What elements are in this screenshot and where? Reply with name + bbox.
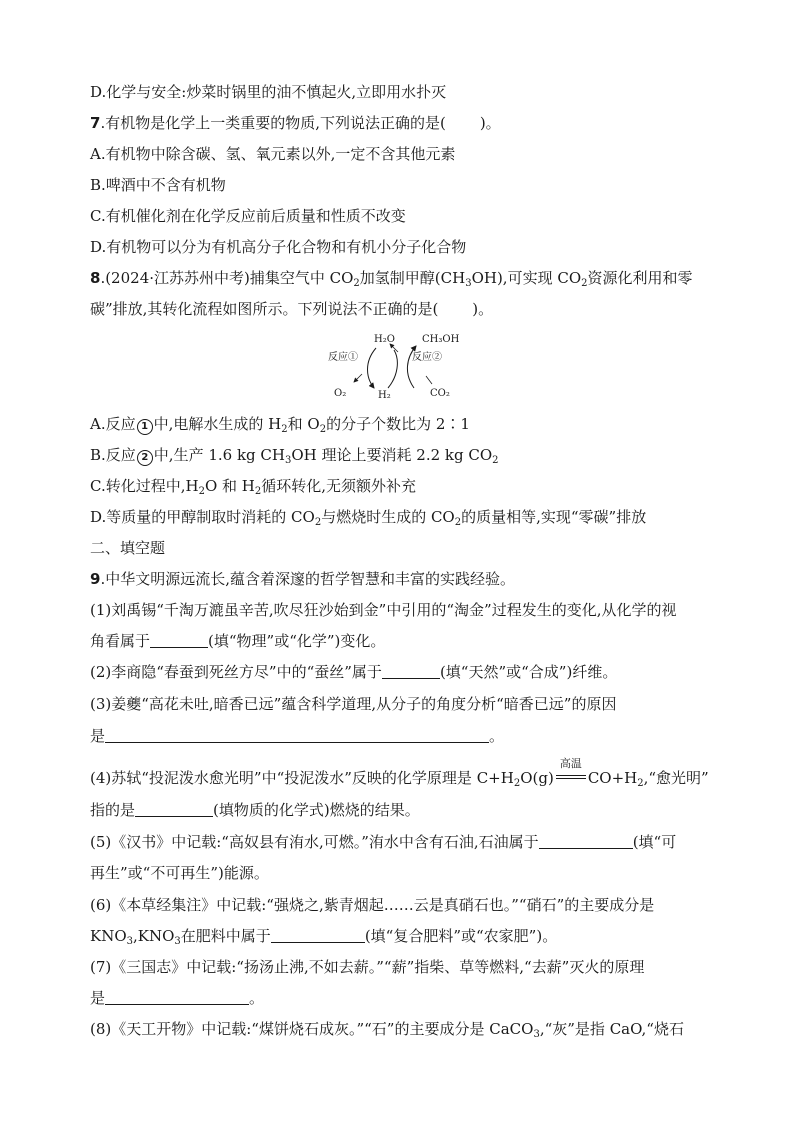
label-h2: H₂ <box>378 390 391 401</box>
q7-option-b: B.啤酒中不含有机物 <box>90 176 226 194</box>
q7-option-a: A.有机物中除含碳、氢、氧元素以外,一定不含其他元素 <box>90 145 456 163</box>
o2-branch-arrow <box>354 374 362 382</box>
q9-part8-line1: (8)《天工开物》中记载:“煤饼烧石成灰。”“石”的主要成分是 CaCO$_3$,“灰”是指 CaO,“烧石 <box>90 1020 684 1040</box>
label-o2: O₂ <box>334 388 347 399</box>
answer-blank-5[interactable] <box>539 834 633 849</box>
q8-stem-line2: 碳”排放,其转化流程如图所示。下列说法不正确的是( )。 <box>90 300 494 318</box>
q8-option-b: B.反应 2 中,生产 1.6 kg $CH_3OH$ 理论上要消耗 2.2 kg $CO_2$ <box>90 446 499 466</box>
q8-option-d: D.等质量的甲醇制取时消耗的 $CO_2$与燃烧时生成的 $CO_2$的质量相等,实现“零碳”排放 <box>90 508 647 528</box>
label-h2o: H₂O <box>374 334 395 345</box>
circled-one: 1 <box>137 419 153 435</box>
q9-part2: (2)李商隐“春蚕到死丝方尽”中的“蚕丝”属于 (填“天然”或“合成”)纤维。 <box>90 663 618 681</box>
q9-part7-line2: 是 。 <box>90 989 265 1007</box>
q7-option-c: C.有机催化剂在化学反应前后质量和性质不改变 <box>90 207 406 225</box>
label-ch3oh: CH₃OH <box>422 334 460 345</box>
q8-stem-line1: 8.(2024·江苏苏州中考)捕集空气中 $CO_2$加氢制甲醇$(CH_3OH)$,可实现 $CO_2$资源化利用和零 <box>90 269 693 289</box>
answer-blank-1[interactable] <box>150 633 208 648</box>
q8-option-a: A.反应 1 中,电解水生成的 $H_2$和 $O_2$的分子个数比为 2∶1 <box>90 415 470 435</box>
q9-part3-line2: 是 。 <box>90 727 505 745</box>
q9-part6-line2: $KNO_3,KNO_3$在肥料中属于 (填“复合肥料”或“农家肥”)。 <box>90 927 558 947</box>
reaction-condition: 高温 <box>554 768 588 788</box>
co2-branch-line <box>426 376 432 384</box>
conversion-flow-diagram <box>326 330 476 404</box>
q9-part5-line1: (5)《汉书》中记载:“高奴县有洧水,可燃。”洧水中含有石油,石油属于 (填“可 <box>90 833 677 851</box>
answer-blank-6[interactable] <box>271 928 365 943</box>
q6-option-d: D.化学与安全:炒菜时锅里的油不慎起火,立即用水扑灭 <box>90 83 447 101</box>
section-heading-fill-blanks: 二、填空题 <box>90 539 166 557</box>
q9-part1-line1: (1)刘禹锡“千淘万漉虽辛苦,吹尽狂沙始到金”中引用的“淘金”过程发生的变化,从化学的视 <box>90 601 677 619</box>
answer-blank-7[interactable] <box>105 990 249 1005</box>
answer-blank-4[interactable] <box>135 802 213 817</box>
answer-blank-2[interactable] <box>382 664 440 679</box>
q9-part4-line2: 指的是 (填物质的化学式)燃烧的结果。 <box>90 801 420 819</box>
q9-part7-line1: (7)《三国志》中记载:“扬汤止沸,不如去薪。”“薪”指柴、草等燃料,“去薪”灭火的原理 <box>90 958 645 976</box>
q9-part3-line1: (3)姜夔“高花未吐,暗香已远”蕴含科学道理,从分子的角度分析“暗香已远”的原因 <box>90 695 617 713</box>
q7-stem: 7.有机物是化学上一类重要的物质,下列说法正确的是( )。 <box>90 114 501 132</box>
circled-two: 2 <box>137 450 153 466</box>
answer-blank-3[interactable] <box>105 728 489 743</box>
q7-option-d: D.有机物可以分为有机高分子化合物和有机小分子化合物 <box>90 238 467 256</box>
reaction-1-arc <box>368 348 377 388</box>
q9-part6-line1: (6)《本草经集注》中记载:“强烧之,紫青烟起……云是真硝石也。”“硝石”的主要成分是 <box>90 896 655 914</box>
label-co2: CO₂ <box>430 388 450 399</box>
label-reaction-2: 反应② <box>412 352 442 363</box>
label-reaction-1: 反应① <box>328 352 358 363</box>
q9-part5-line2: 再生”或“不可再生”)能源。 <box>90 864 269 882</box>
q9-part4-line1: (4)苏轼“投泥泼水愈光明”中“投泥泼水”反映的化学原理是 $C+H_2O(g)$ 高温 $CO+H_2,“$愈光明” <box>90 757 709 789</box>
h2-link-arc <box>388 350 397 388</box>
q8-option-c: C.转化过程中$,H_2O$ 和 $H_2$循环转化,无须额外补充 <box>90 477 417 497</box>
q9-stem: 9.中华文明源远流长,蕴含着深邃的哲学智慧和丰富的实践经验。 <box>90 570 515 588</box>
q9-part1-line2: 角看属于 (填“物理”或“化学”)变化。 <box>90 632 386 650</box>
